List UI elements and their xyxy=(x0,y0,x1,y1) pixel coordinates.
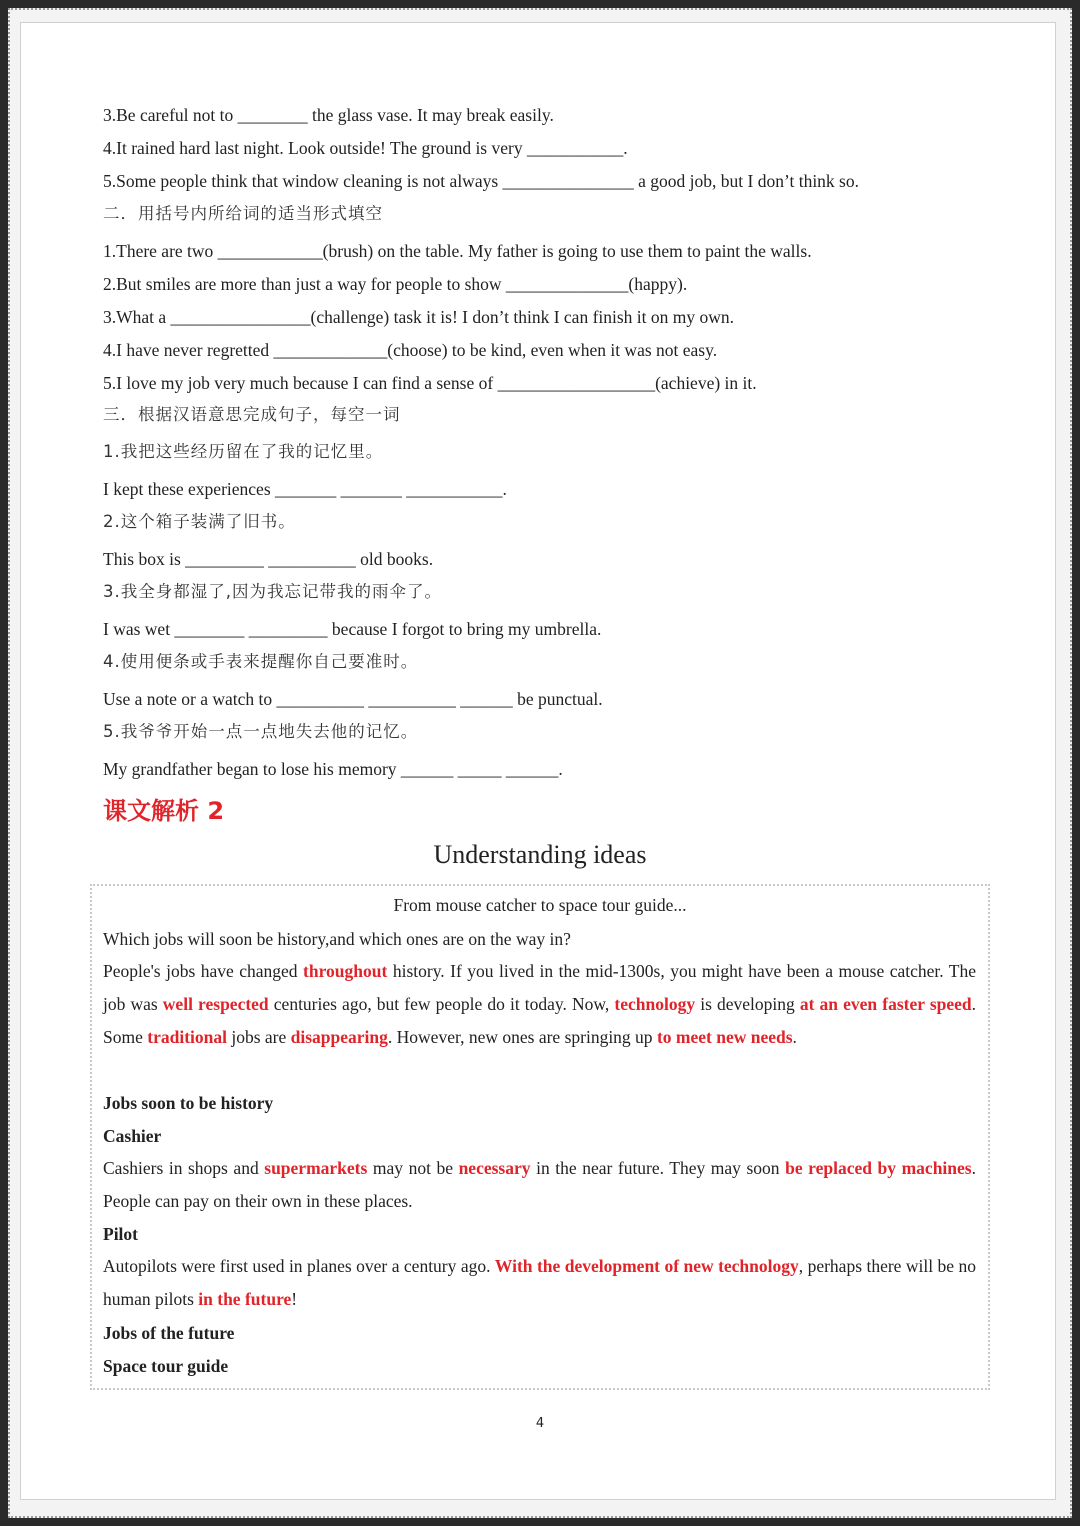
passage-subtitle: From mouse catcher to space tour guide... xyxy=(393,895,687,915)
exercise1-item-3: 3.Be careful not to ________ the glass vase. It may break easily. xyxy=(103,105,554,125)
exercise3-item-3-en: I was wet ________ _________ because I forgot to bring my umbrella. xyxy=(103,619,602,639)
exercise3-item-1-zh: 1.我把这些经历留在了我的记忆里。 xyxy=(103,442,384,461)
exercise2-heading: 二．用括号内所给词的适当形式填空 xyxy=(103,204,383,223)
exercise2-item-4: 4.I have never regretted _____________(choose) to be kind, even when it was not easy. xyxy=(103,340,718,360)
page-number: 4 xyxy=(535,1416,545,1431)
exercise2-item-1: 1.There are two ____________(brush) on the table. My father is going to use them to paint the walls. xyxy=(103,241,812,261)
exercise1-item-5: 5.Some people think that window cleaning is not always _______________ a good job, but I don’t think so. xyxy=(103,171,859,191)
heading-jobs-future: Jobs of the future xyxy=(103,1323,235,1343)
exercise3-item-3-zh: 3.我全身都湿了,因为我忘记带我的雨伞了。 xyxy=(103,582,442,601)
heading-pilot: Pilot xyxy=(103,1224,138,1244)
exercise1-item-4: 4.It rained hard last night. Look outside! The ground is very ___________. xyxy=(103,138,628,158)
heading-cashier: Cashier xyxy=(103,1126,162,1146)
exercise2-item-3: 3.What a ________________(challenge) task it is! I don’t think I can finish it on my own. xyxy=(103,307,735,327)
exercise3-item-5-zh: 5.我爷爷开始一点一点地失去他的记忆。 xyxy=(103,722,419,741)
passage-paragraph-3: Autopilots were first used in planes over a century ago. With the development of new technology, perhaps there will be no human pilots in the future! xyxy=(103,1256,977,1309)
exercise3-item-2-en: This box is _________ __________ old books. xyxy=(103,549,434,569)
heading-jobs-history: Jobs soon to be history xyxy=(103,1093,274,1113)
exercise2-item-2: 2.But smiles are more than just a way for people to show ______________(happy). xyxy=(103,274,688,294)
passage-question: Which jobs will soon be history,and which ones are on the way in? xyxy=(103,929,571,949)
passage-paragraph-1: People's jobs have changed throughout history. If you lived in the mid-1300s, you might have been a mouse catcher. The job was well respected centuries ago, but few people do it today. Now, technology is developing at an even faster speed. Some traditional jobs are disappearing. However, new ones are springing up to meet new needs. xyxy=(103,961,977,1047)
exercise3-item-5-en: My grandfather began to lose his memory ______ _____ ______. xyxy=(103,759,563,779)
exercise2-item-5: 5.I love my job very much because I can find a sense of __________________(achieve) in it. xyxy=(103,373,757,393)
heading-space-tour-guide: Space tour guide xyxy=(103,1356,229,1376)
exercise3-item-1-en: I kept these experiences _______ _______ ___________. xyxy=(103,479,507,499)
passage-paragraph-2: Cashiers in shops and supermarkets may not be necessary in the near future. They may soon be replaced by machines. People can pay on their own in these places. xyxy=(103,1158,976,1211)
exercise3-item-4-zh: 4.使用便条或手表来提醒你自己要准时。 xyxy=(103,652,419,671)
section-title: Understanding ideas xyxy=(433,840,647,869)
exercise3-item-4-en: Use a note or a watch to __________ __________ ______ be punctual. xyxy=(103,689,603,709)
exercise3-heading: 三．根据汉语意思完成句子，每空一词 xyxy=(103,405,401,424)
section-heading: 课文解析 2 xyxy=(103,797,225,825)
exercise3-item-2-zh: 2.这个箱子装满了旧书。 xyxy=(103,512,296,531)
